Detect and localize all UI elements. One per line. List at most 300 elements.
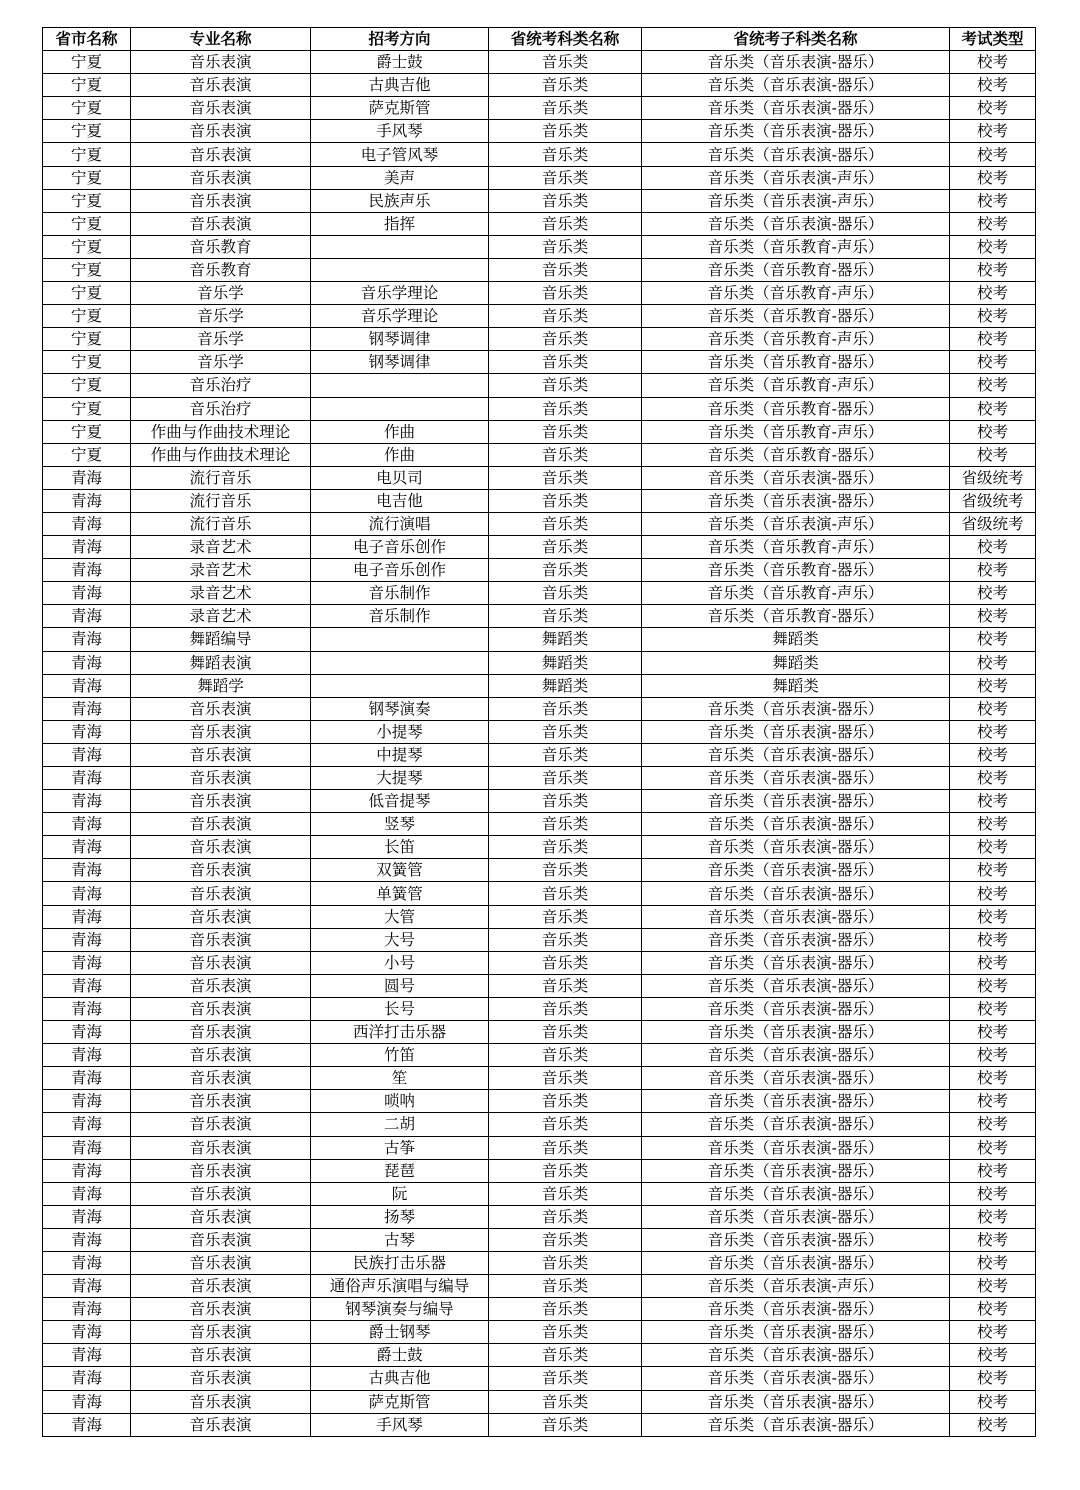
major-cell: 音乐表演: [131, 767, 311, 790]
exam-type-cell: 校考: [950, 351, 1036, 374]
province-cell: 青海: [43, 836, 131, 859]
subcategory-cell: 音乐类（音乐表演-器乐）: [642, 1344, 950, 1367]
exam-type-cell: 校考: [950, 235, 1036, 258]
table-row: [43, 489, 1036, 512]
category-cell: 音乐类: [489, 1275, 642, 1298]
table-row: [43, 813, 1036, 836]
table-row: [43, 1159, 1036, 1182]
exam-type-cell: 校考: [950, 928, 1036, 951]
table-row: [43, 328, 1036, 351]
exam-type-cell: 校考: [950, 1021, 1036, 1044]
table-row: [43, 1228, 1036, 1251]
major-cell: 音乐表演: [131, 1321, 311, 1344]
subcategory-cell: 音乐类（音乐教育-器乐）: [642, 605, 950, 628]
subcategory-cell: 音乐类（音乐表演-器乐）: [642, 1067, 950, 1090]
direction-cell: 古筝: [311, 1136, 489, 1159]
major-cell: 流行音乐: [131, 466, 311, 489]
direction-cell: 民族打击乐器: [311, 1251, 489, 1274]
exam-type-cell: 校考: [950, 1367, 1036, 1390]
table-row: [43, 1136, 1036, 1159]
province-cell: 宁夏: [43, 258, 131, 281]
subcategory-cell: 音乐类（音乐表演-器乐）: [642, 1136, 950, 1159]
category-cell: 音乐类: [489, 282, 642, 305]
table-row: [43, 120, 1036, 143]
province-cell: 宁夏: [43, 97, 131, 120]
direction-cell: 低音提琴: [311, 790, 489, 813]
exam-type-cell: 校考: [950, 143, 1036, 166]
category-cell: 音乐类: [489, 1044, 642, 1067]
category-cell: 音乐类: [489, 166, 642, 189]
header-major: 专业名称: [131, 28, 311, 51]
major-cell: 作曲与作曲技术理论: [131, 420, 311, 443]
subcategory-cell: 音乐类（音乐表演-器乐）: [642, 1321, 950, 1344]
exam-type-cell: 校考: [950, 374, 1036, 397]
direction-cell: 古典吉他: [311, 74, 489, 97]
exam-type-cell: 校考: [950, 628, 1036, 651]
table-row: [43, 143, 1036, 166]
province-cell: 宁夏: [43, 374, 131, 397]
province-cell: 青海: [43, 951, 131, 974]
exam-type-cell: 校考: [950, 1182, 1036, 1205]
major-cell: 音乐表演: [131, 1113, 311, 1136]
province-cell: 青海: [43, 582, 131, 605]
province-cell: 青海: [43, 1390, 131, 1413]
table-row: [43, 582, 1036, 605]
subcategory-cell: 音乐类（音乐表演-器乐）: [642, 1298, 950, 1321]
subcategory-cell: 音乐类（音乐表演-器乐）: [642, 743, 950, 766]
exam-type-cell: 校考: [950, 443, 1036, 466]
subcategory-cell: 音乐类（音乐表演-器乐）: [642, 1367, 950, 1390]
direction-cell: 电贝司: [311, 466, 489, 489]
direction-cell: 萨克斯管: [311, 97, 489, 120]
major-cell: 音乐学: [131, 282, 311, 305]
province-cell: 宁夏: [43, 120, 131, 143]
province-cell: 宁夏: [43, 420, 131, 443]
province-cell: 宁夏: [43, 166, 131, 189]
exam-type-cell: 校考: [950, 189, 1036, 212]
table-row: [43, 235, 1036, 258]
major-cell: 音乐表演: [131, 1182, 311, 1205]
table-row: [43, 212, 1036, 235]
major-cell: 音乐学: [131, 328, 311, 351]
category-cell: 音乐类: [489, 790, 642, 813]
major-cell: 音乐表演: [131, 189, 311, 212]
exam-type-cell: 校考: [950, 974, 1036, 997]
province-cell: 宁夏: [43, 305, 131, 328]
major-cell: 音乐教育: [131, 258, 311, 281]
subcategory-cell: 音乐类（音乐教育-器乐）: [642, 443, 950, 466]
exam-type-cell: 校考: [950, 882, 1036, 905]
major-cell: 音乐学: [131, 351, 311, 374]
major-cell: 音乐治疗: [131, 397, 311, 420]
direction-cell: 钢琴演奏: [311, 697, 489, 720]
table-row: [43, 859, 1036, 882]
direction-cell: 单簧管: [311, 882, 489, 905]
direction-cell: [311, 235, 489, 258]
province-cell: 青海: [43, 605, 131, 628]
province-cell: 青海: [43, 1251, 131, 1274]
subcategory-cell: 音乐类（音乐表演-器乐）: [642, 836, 950, 859]
direction-cell: 作曲: [311, 443, 489, 466]
exam-type-cell: 校考: [950, 743, 1036, 766]
category-cell: 音乐类: [489, 1344, 642, 1367]
header-subcategory: 省统考子科类名称: [642, 28, 950, 51]
table-row: [43, 1251, 1036, 1274]
exam-type-cell: 校考: [950, 397, 1036, 420]
table-row: [43, 951, 1036, 974]
major-cell: 音乐表演: [131, 1044, 311, 1067]
table-row: [43, 97, 1036, 120]
province-cell: 青海: [43, 928, 131, 951]
subcategory-cell: 音乐类（音乐教育-器乐）: [642, 305, 950, 328]
exam-type-cell: 校考: [950, 74, 1036, 97]
direction-cell: 爵士鼓: [311, 1344, 489, 1367]
major-cell: 音乐表演: [131, 1228, 311, 1251]
province-cell: 青海: [43, 1228, 131, 1251]
province-cell: 宁夏: [43, 212, 131, 235]
exam-type-cell: 校考: [950, 258, 1036, 281]
major-cell: 舞蹈编导: [131, 628, 311, 651]
table-row: [43, 351, 1036, 374]
exam-type-cell: 校考: [950, 767, 1036, 790]
table-row: [43, 1021, 1036, 1044]
major-cell: 音乐表演: [131, 1205, 311, 1228]
direction-cell: 电子音乐创作: [311, 559, 489, 582]
major-cell: 音乐表演: [131, 166, 311, 189]
major-cell: 音乐表演: [131, 212, 311, 235]
subcategory-cell: 音乐类（音乐教育-声乐）: [642, 235, 950, 258]
province-cell: 青海: [43, 512, 131, 535]
province-cell: 青海: [43, 813, 131, 836]
table-row: [43, 559, 1036, 582]
subcategory-cell: 音乐类（音乐表演-器乐）: [642, 1413, 950, 1436]
province-cell: 青海: [43, 1136, 131, 1159]
table-row: [43, 374, 1036, 397]
category-cell: 音乐类: [489, 836, 642, 859]
exam-type-cell: 校考: [950, 1275, 1036, 1298]
table-row: [43, 1321, 1036, 1344]
admissions-table: [42, 27, 1036, 1437]
direction-cell: 美声: [311, 166, 489, 189]
province-cell: 宁夏: [43, 189, 131, 212]
category-cell: 音乐类: [489, 605, 642, 628]
direction-cell: 中提琴: [311, 743, 489, 766]
category-cell: 音乐类: [489, 120, 642, 143]
exam-type-cell: 校考: [950, 997, 1036, 1020]
province-cell: 青海: [43, 674, 131, 697]
subcategory-cell: 音乐类（音乐表演-器乐）: [642, 1390, 950, 1413]
direction-cell: [311, 651, 489, 674]
exam-type-cell: 校考: [950, 282, 1036, 305]
exam-type-cell: 校考: [950, 1228, 1036, 1251]
subcategory-cell: 舞蹈类: [642, 674, 950, 697]
province-cell: 青海: [43, 1044, 131, 1067]
direction-cell: 圆号: [311, 974, 489, 997]
direction-cell: 作曲: [311, 420, 489, 443]
direction-cell: 竖琴: [311, 813, 489, 836]
table-row: [43, 882, 1036, 905]
category-cell: 音乐类: [489, 813, 642, 836]
major-cell: 音乐表演: [131, 1251, 311, 1274]
direction-cell: 笙: [311, 1067, 489, 1090]
province-cell: 青海: [43, 489, 131, 512]
subcategory-cell: 音乐类（音乐表演-器乐）: [642, 1044, 950, 1067]
exam-type-cell: 校考: [950, 120, 1036, 143]
category-cell: 音乐类: [489, 1413, 642, 1436]
subcategory-cell: 音乐类（音乐表演-器乐）: [642, 1182, 950, 1205]
direction-cell: 音乐学理论: [311, 282, 489, 305]
category-cell: 音乐类: [489, 443, 642, 466]
subcategory-cell: 音乐类（音乐表演-器乐）: [642, 997, 950, 1020]
province-cell: 青海: [43, 1159, 131, 1182]
major-cell: 流行音乐: [131, 512, 311, 535]
major-cell: 流行音乐: [131, 489, 311, 512]
subcategory-cell: 音乐类（音乐表演-器乐）: [642, 697, 950, 720]
major-cell: 音乐表演: [131, 859, 311, 882]
major-cell: 录音艺术: [131, 559, 311, 582]
table-row: [43, 305, 1036, 328]
table-row: [43, 997, 1036, 1020]
subcategory-cell: 音乐类（音乐表演-器乐）: [642, 1090, 950, 1113]
exam-type-cell: 校考: [950, 1298, 1036, 1321]
major-cell: 音乐表演: [131, 997, 311, 1020]
exam-type-cell: 校考: [950, 582, 1036, 605]
table-row: [43, 790, 1036, 813]
major-cell: 音乐表演: [131, 697, 311, 720]
table-row: [43, 189, 1036, 212]
major-cell: 音乐表演: [131, 1136, 311, 1159]
province-cell: 宁夏: [43, 328, 131, 351]
table-row: [43, 928, 1036, 951]
category-cell: 音乐类: [489, 1113, 642, 1136]
category-cell: 音乐类: [489, 1321, 642, 1344]
province-cell: 青海: [43, 720, 131, 743]
direction-cell: 唢呐: [311, 1090, 489, 1113]
province-cell: 青海: [43, 859, 131, 882]
major-cell: 音乐表演: [131, 1413, 311, 1436]
major-cell: 音乐表演: [131, 905, 311, 928]
table-row: [43, 1067, 1036, 1090]
category-cell: 音乐类: [489, 697, 642, 720]
category-cell: 舞蹈类: [489, 651, 642, 674]
major-cell: 作曲与作曲技术理论: [131, 443, 311, 466]
table-row: [43, 836, 1036, 859]
direction-cell: 爵士钢琴: [311, 1321, 489, 1344]
direction-cell: 萨克斯管: [311, 1390, 489, 1413]
subcategory-cell: 音乐类（音乐教育-器乐）: [642, 559, 950, 582]
direction-cell: 音乐学理论: [311, 305, 489, 328]
major-cell: 音乐学: [131, 305, 311, 328]
subcategory-cell: 音乐类（音乐表演-器乐）: [642, 720, 950, 743]
table-body: [43, 51, 1036, 1437]
major-cell: 音乐表演: [131, 1298, 311, 1321]
table-row: [43, 697, 1036, 720]
category-cell: 音乐类: [489, 997, 642, 1020]
direction-cell: 钢琴演奏与编导: [311, 1298, 489, 1321]
table-row: [43, 651, 1036, 674]
exam-type-cell: 校考: [950, 1205, 1036, 1228]
table-row: [43, 1390, 1036, 1413]
direction-cell: 民族声乐: [311, 189, 489, 212]
category-cell: 音乐类: [489, 1205, 642, 1228]
direction-cell: 大管: [311, 905, 489, 928]
table-header-row: [43, 28, 1036, 51]
table-row: [43, 1044, 1036, 1067]
province-cell: 青海: [43, 767, 131, 790]
category-cell: 音乐类: [489, 559, 642, 582]
direction-cell: [311, 258, 489, 281]
exam-type-cell: 校考: [950, 1067, 1036, 1090]
subcategory-cell: 音乐类（音乐表演-器乐）: [642, 859, 950, 882]
major-cell: 录音艺术: [131, 605, 311, 628]
category-cell: 音乐类: [489, 1090, 642, 1113]
province-cell: 青海: [43, 1090, 131, 1113]
exam-type-cell: 校考: [950, 1344, 1036, 1367]
subcategory-cell: 音乐类（音乐表演-器乐）: [642, 97, 950, 120]
exam-type-cell: 校考: [950, 1113, 1036, 1136]
direction-cell: [311, 374, 489, 397]
category-cell: 音乐类: [489, 1021, 642, 1044]
province-cell: 青海: [43, 1298, 131, 1321]
direction-cell: 竹笛: [311, 1044, 489, 1067]
subcategory-cell: 音乐类（音乐教育-器乐）: [642, 258, 950, 281]
exam-type-cell: 校考: [950, 720, 1036, 743]
subcategory-cell: 音乐类（音乐教育-声乐）: [642, 420, 950, 443]
table-row: [43, 743, 1036, 766]
major-cell: 音乐表演: [131, 720, 311, 743]
province-cell: 青海: [43, 1367, 131, 1390]
province-cell: 青海: [43, 997, 131, 1020]
province-cell: 青海: [43, 1113, 131, 1136]
table-row: [43, 51, 1036, 74]
category-cell: 音乐类: [489, 235, 642, 258]
category-cell: 音乐类: [489, 374, 642, 397]
major-cell: 音乐表演: [131, 120, 311, 143]
category-cell: 音乐类: [489, 720, 642, 743]
category-cell: 音乐类: [489, 1136, 642, 1159]
major-cell: 音乐表演: [131, 1390, 311, 1413]
exam-type-cell: 校考: [950, 1044, 1036, 1067]
header-category: 省统考科类名称: [489, 28, 642, 51]
table-row: [43, 605, 1036, 628]
table-row: [43, 397, 1036, 420]
direction-cell: 双簧管: [311, 859, 489, 882]
exam-type-cell: 校考: [950, 1390, 1036, 1413]
direction-cell: 阮: [311, 1182, 489, 1205]
category-cell: 音乐类: [489, 743, 642, 766]
category-cell: 音乐类: [489, 51, 642, 74]
category-cell: 音乐类: [489, 305, 642, 328]
subcategory-cell: 音乐类（音乐表演-器乐）: [642, 951, 950, 974]
table-row: [43, 1090, 1036, 1113]
header-exam-type: 考试类型: [950, 28, 1036, 51]
major-cell: 舞蹈表演: [131, 651, 311, 674]
province-cell: 青海: [43, 1321, 131, 1344]
subcategory-cell: 音乐类（音乐表演-器乐）: [642, 1113, 950, 1136]
table-row: [43, 1113, 1036, 1136]
major-cell: 舞蹈学: [131, 674, 311, 697]
table-row: [43, 1298, 1036, 1321]
exam-type-cell: 校考: [950, 836, 1036, 859]
exam-type-cell: 校考: [950, 1159, 1036, 1182]
category-cell: 音乐类: [489, 466, 642, 489]
subcategory-cell: 音乐类（音乐表演-声乐）: [642, 166, 950, 189]
major-cell: 音乐表演: [131, 951, 311, 974]
major-cell: 音乐表演: [131, 74, 311, 97]
exam-type-cell: 校考: [950, 97, 1036, 120]
exam-type-cell: 校考: [950, 813, 1036, 836]
direction-cell: 电吉他: [311, 489, 489, 512]
exam-type-cell: 校考: [950, 1136, 1036, 1159]
category-cell: 音乐类: [489, 97, 642, 120]
exam-type-cell: 校考: [950, 859, 1036, 882]
major-cell: 音乐表演: [131, 882, 311, 905]
subcategory-cell: 音乐类（音乐教育-声乐）: [642, 536, 950, 559]
table-row: [43, 420, 1036, 443]
subcategory-cell: 音乐类（音乐表演-器乐）: [642, 767, 950, 790]
category-cell: 音乐类: [489, 882, 642, 905]
subcategory-cell: 音乐类（音乐表演-器乐）: [642, 928, 950, 951]
major-cell: 音乐表演: [131, 836, 311, 859]
category-cell: 音乐类: [489, 1251, 642, 1274]
category-cell: 音乐类: [489, 397, 642, 420]
subcategory-cell: 音乐类（音乐表演-声乐）: [642, 189, 950, 212]
table-row: [43, 720, 1036, 743]
major-cell: 音乐表演: [131, 928, 311, 951]
table-row: [43, 1367, 1036, 1390]
subcategory-cell: 音乐类（音乐表演-器乐）: [642, 974, 950, 997]
table-row: [43, 1413, 1036, 1436]
major-cell: 音乐表演: [131, 97, 311, 120]
subcategory-cell: 音乐类（音乐教育-器乐）: [642, 397, 950, 420]
province-cell: 宁夏: [43, 351, 131, 374]
exam-type-cell: 校考: [950, 51, 1036, 74]
exam-type-cell: 省级统考: [950, 466, 1036, 489]
province-cell: 青海: [43, 1021, 131, 1044]
category-cell: 音乐类: [489, 143, 642, 166]
category-cell: 音乐类: [489, 582, 642, 605]
province-cell: 青海: [43, 974, 131, 997]
exam-type-cell: 校考: [950, 905, 1036, 928]
admissions-table-sheet: [42, 27, 1036, 1437]
subcategory-cell: 音乐类（音乐表演-器乐）: [642, 1228, 950, 1251]
category-cell: 音乐类: [489, 512, 642, 535]
subcategory-cell: 音乐类（音乐教育-声乐）: [642, 328, 950, 351]
direction-cell: 小提琴: [311, 720, 489, 743]
subcategory-cell: 音乐类（音乐教育-声乐）: [642, 374, 950, 397]
subcategory-cell: 音乐类（音乐表演-器乐）: [642, 882, 950, 905]
province-cell: 青海: [43, 1182, 131, 1205]
province-cell: 青海: [43, 1275, 131, 1298]
major-cell: 音乐表演: [131, 1344, 311, 1367]
category-cell: 音乐类: [489, 212, 642, 235]
province-cell: 青海: [43, 743, 131, 766]
direction-cell: [311, 674, 489, 697]
major-cell: 录音艺术: [131, 536, 311, 559]
table-row: [43, 166, 1036, 189]
major-cell: 音乐表演: [131, 1090, 311, 1113]
table-row: [43, 466, 1036, 489]
direction-cell: 音乐制作: [311, 605, 489, 628]
province-cell: 青海: [43, 1205, 131, 1228]
exam-type-cell: 校考: [950, 166, 1036, 189]
category-cell: 音乐类: [489, 420, 642, 443]
direction-cell: [311, 397, 489, 420]
direction-cell: 二胡: [311, 1113, 489, 1136]
subcategory-cell: 音乐类（音乐教育-声乐）: [642, 282, 950, 305]
province-cell: 宁夏: [43, 51, 131, 74]
province-cell: 青海: [43, 1344, 131, 1367]
